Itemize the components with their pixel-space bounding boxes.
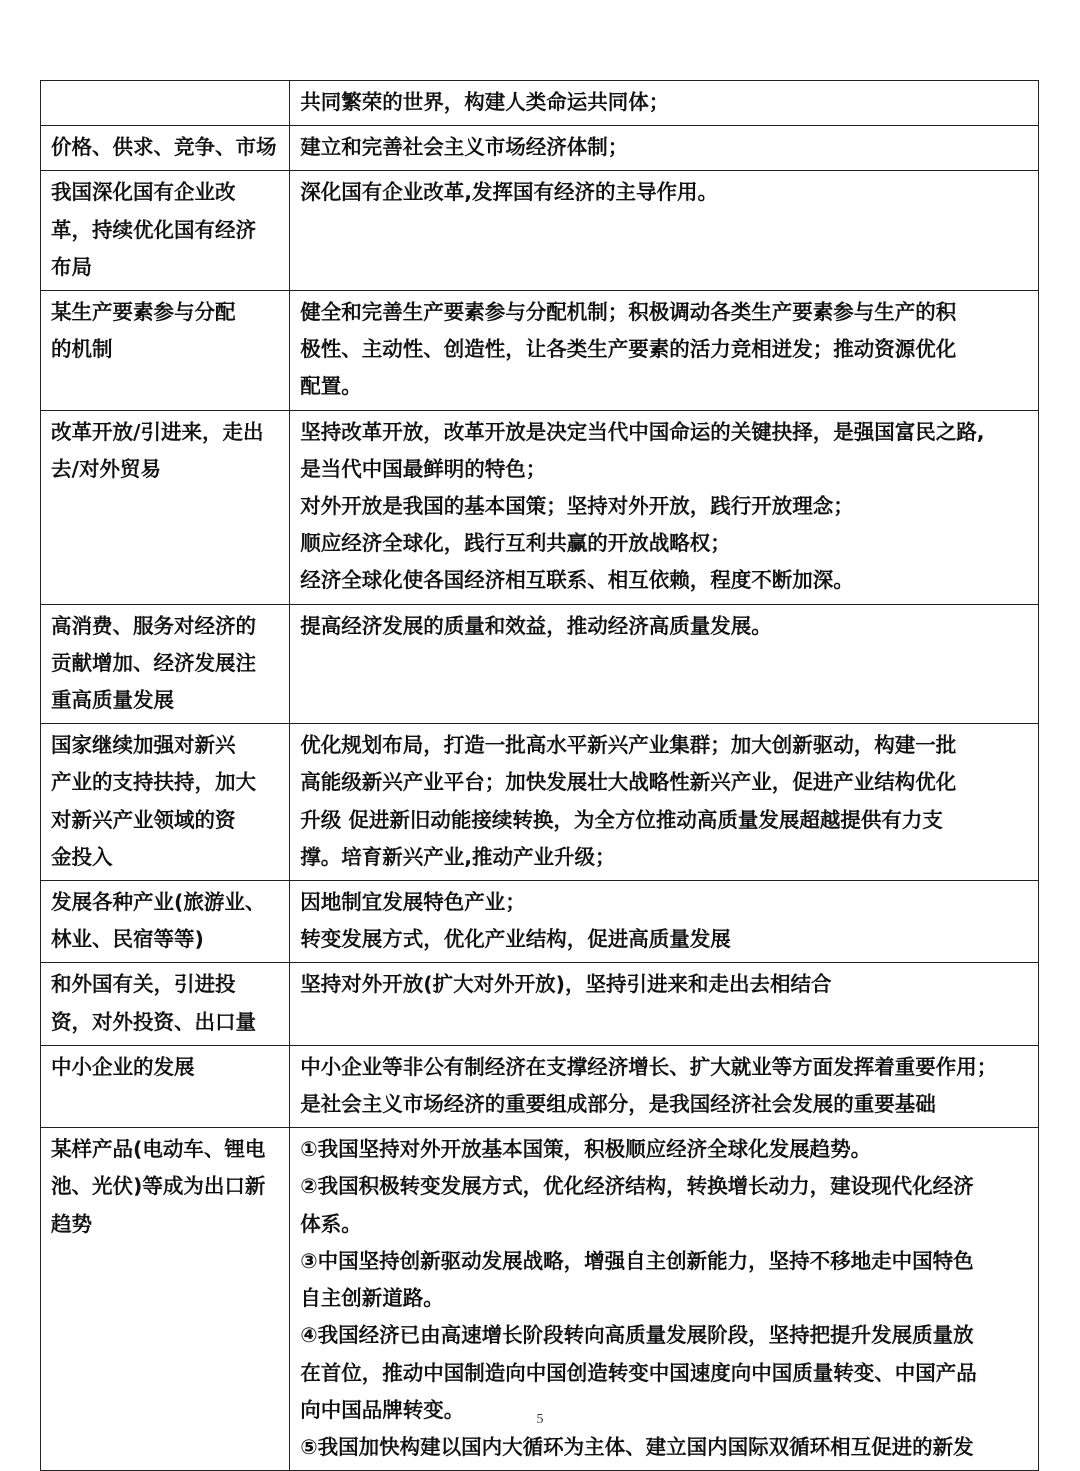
topic-cell	[41, 963, 290, 1045]
table-row	[41, 126, 1039, 171]
cell-line: 极性、主动性、创造性，让各类生产要素的活力竞相迸发；推动资源优化	[300, 337, 957, 362]
table-row	[41, 724, 1039, 881]
answer-cell	[290, 1045, 1039, 1127]
cell-line: 坚持改革开放，改革开放是决定当代中国命运的关键抉择，是强国富民之路,	[300, 419, 985, 444]
answer-cell	[290, 963, 1039, 1045]
cell-line: 产业的支持扶持，加大	[51, 770, 256, 795]
table-row	[41, 410, 1039, 604]
cell-line: 优化规划布局，打造一批高水平新兴产业集群；加大创新驱动，构建一批	[300, 733, 957, 758]
cell-line: 高消费、服务对经济的	[51, 613, 256, 638]
topic-cell	[41, 171, 290, 291]
topic-cell	[41, 604, 290, 724]
cell-line: 向中国品牌转变。	[300, 1397, 465, 1422]
answer-cell	[290, 410, 1039, 604]
content-table-body	[41, 81, 1039, 1471]
cell-line: 自主创新道路。	[300, 1286, 444, 1311]
cell-line: 坚持对外开放(扩大对外开放)，坚持引进来和走出去相结合	[300, 972, 832, 997]
cell-line: 发展各种产业(旅游业、	[51, 890, 266, 915]
cell-line: 高能级新兴产业平台；加快发展壮大战略性新兴产业，促进产业结构优化	[300, 770, 957, 795]
topic-cell	[41, 410, 290, 604]
cell-line: 金投入	[51, 844, 113, 869]
answer-cell	[290, 604, 1039, 724]
cell-line: 健全和完善生产要素参与分配机制；积极调动各类生产要素参与生产的积	[300, 300, 957, 325]
topic-cell	[41, 881, 290, 963]
cell-line: ①我国坚持对外开放基本国策，积极顺应经济全球化发展趋势。	[300, 1137, 872, 1162]
answer-cell	[290, 126, 1039, 171]
cell-line: 配置。	[300, 374, 362, 399]
answer-cell	[290, 171, 1039, 291]
cell-line: 某生产要素参与分配	[51, 300, 236, 325]
content-table	[40, 80, 1039, 1471]
cell-line: 某样产品(电动车、锂电	[51, 1137, 266, 1162]
cell-line: 改革开放/引进来，走出	[51, 419, 264, 444]
page-number: 5	[536, 1412, 544, 1427]
cell-line: 和外国有关，引进投	[51, 972, 236, 997]
cell-line: 因地制宜发展特色产业；	[300, 890, 526, 915]
answer-cell	[290, 724, 1039, 881]
cell-line: 升级 促进新旧动能接续转换，为全方位推动高质量发展超越提供有力支	[300, 807, 943, 832]
cell-line: 对外开放是我国的基本国策；坚持对外开放，践行开放理念；	[300, 494, 854, 519]
answer-cell	[290, 881, 1039, 963]
cell-line: 资，对外投资、出口量	[51, 1009, 256, 1034]
table-row	[41, 1045, 1039, 1127]
cell-line: 国家继续加强对新兴	[51, 733, 236, 758]
cell-line: 在首位，推动中国制造向中国创造转变中国速度向中国质量转变、中国产品	[300, 1360, 977, 1385]
cell-line: 经济全球化使各国经济相互联系、相互依赖，程度不断加深。	[300, 568, 854, 593]
topic-cell	[41, 81, 290, 126]
cell-line: ②我国积极转变发展方式，优化经济结构，转换增长动力，建设现代化经济	[300, 1174, 974, 1199]
table-row	[41, 604, 1039, 724]
table-row	[41, 81, 1039, 126]
cell-line: 中小企业等非公有制经济在支撑经济增长、扩大就业等方面发挥着重要作用；	[300, 1054, 998, 1079]
cell-line: 池、光伏)等成为出口新	[51, 1174, 266, 1199]
cell-line: 转变发展方式，优化产业结构，促进高质量发展	[300, 927, 731, 952]
cell-line: 去/对外贸易	[51, 456, 161, 481]
table-row	[41, 881, 1039, 963]
cell-line: 重高质量发展	[51, 688, 174, 713]
cell-line: 的机制	[51, 337, 113, 362]
answer-cell	[290, 291, 1039, 411]
cell-line: ⑤我国加快构建以国内大循环为主体、建立国内国际双循环相互促进的新发	[300, 1434, 974, 1459]
cell-line: 顺应经济全球化，践行互利共赢的开放战略权；	[300, 531, 731, 556]
topic-cell	[41, 126, 290, 171]
cell-line: 建立和完善社会主义市场经济体制；	[300, 135, 629, 160]
topic-cell	[41, 1045, 290, 1127]
cell-line: 深化国有企业改革,发挥国有经济的主导作用。	[300, 180, 719, 205]
cell-line: 体系。	[300, 1211, 362, 1236]
table-row	[41, 963, 1039, 1045]
cell-line: 共同繁荣的世界，构建人类命运共同体；	[300, 90, 670, 114]
cell-line: 对新兴产业领域的资	[51, 807, 236, 832]
table-row	[41, 171, 1039, 291]
cell-line: 中小企业的发展	[51, 1054, 195, 1079]
cell-line: 贡献增加、经济发展注	[51, 650, 256, 675]
topic-cell	[41, 724, 290, 881]
cell-line: 林业、民宿等等)	[51, 927, 204, 952]
cell-line: 布局	[51, 254, 92, 279]
cell-line: 提高经济发展的质量和效益，推动经济高质量发展。	[300, 613, 772, 638]
cell-line: 撑。培育新兴产业,推动产业升级；	[300, 844, 616, 869]
topic-cell	[41, 291, 290, 411]
cell-line: 是社会主义市场经济的重要组成部分，是我国经济社会发展的重要基础	[300, 1092, 936, 1117]
cell-line: 我国深化国有企业改	[51, 180, 236, 205]
cell-line	[51, 84, 279, 121]
cell-line: 革，持续优化国有经济	[51, 217, 256, 242]
cell-line: 是当代中国最鲜明的特色；	[300, 456, 547, 481]
table-row	[41, 291, 1039, 411]
cell-line: 趋势	[51, 1211, 92, 1236]
answer-cell	[290, 81, 1039, 126]
cell-line: ④我国经济已由高速增长阶段转向高质量发展阶段，坚持把提升发展质量放	[300, 1323, 974, 1348]
cell-line: ③中国坚持创新驱动发展战略，增强自主创新能力，坚持不移地走中国特色	[300, 1248, 974, 1273]
cell-line: 价格、供求、竞争、市场	[51, 135, 277, 160]
